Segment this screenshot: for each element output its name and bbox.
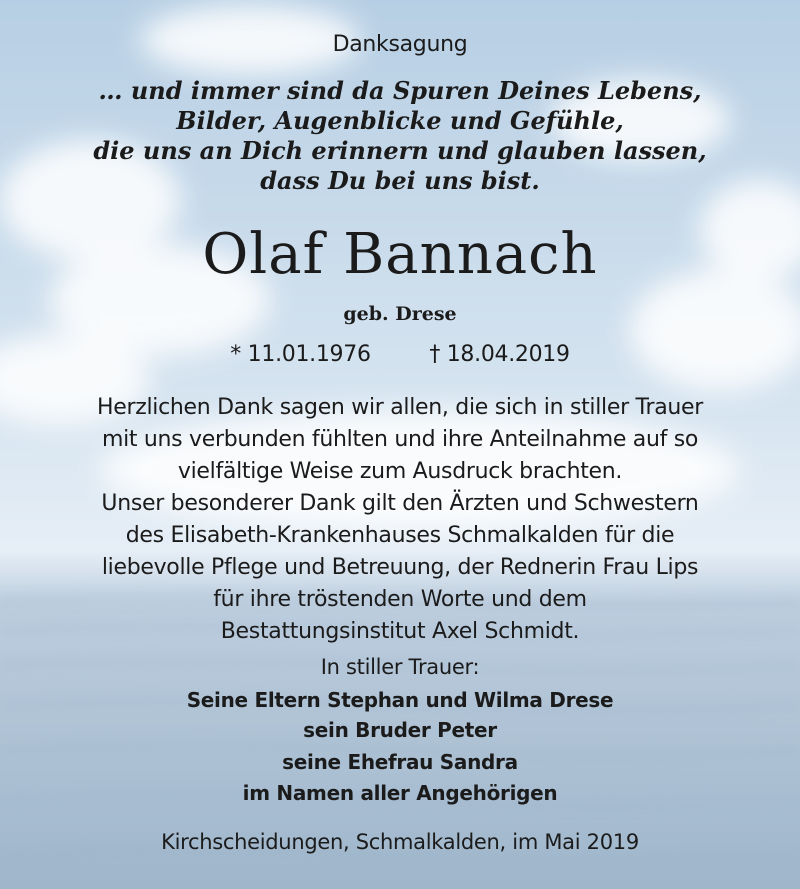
body-line: Unser besonderer Dank gilt den Ärzten und Schwestern: [101, 491, 699, 516]
birth-name: geb. Drese: [343, 303, 457, 325]
body-line: mit uns verbunden fühlten und ihre Anteilnahme auf so: [101, 427, 699, 452]
quote-line: … und immer sind da Spuren Deines Lebens,: [98, 76, 702, 105]
death-date: † 18.04.2019: [429, 342, 570, 367]
body-line: des Elisabeth-Krankenhauses Schmalkalden für die: [125, 523, 675, 548]
mourner-line: seine Ehefrau Sandra: [282, 750, 518, 774]
body-line: Bestattungsinstitut Axel Schmidt.: [220, 619, 580, 644]
quote-line: die uns an Dich erinnern und glauben lassen,: [93, 136, 707, 165]
deceased-name: Olaf Bannach: [202, 222, 598, 287]
quote-line: dass Du bei uns bist.: [260, 166, 540, 195]
mourner-line: Seine Eltern Stephan und Wilma Drese: [186, 688, 614, 712]
body-line: vielfältige Weise zum Ausdruck brachten.: [177, 459, 623, 484]
quote-line: Bilder, Augenblicke und Gefühle,: [176, 106, 624, 135]
birth-date: * 11.01.1976: [230, 342, 371, 367]
place-and-date: Kirchscheidungen, Schmalkalden, im Mai 2019: [161, 830, 639, 854]
mourner-line: im Namen aller Angehörigen: [242, 781, 558, 805]
life-dates: [0, 342, 800, 367]
body-line: Herzlichen Dank sagen wir allen, die sich in stiller Trauer: [96, 395, 703, 420]
mourner-line: sein Bruder Peter: [303, 718, 497, 742]
heading: Danksagung: [332, 32, 468, 57]
body-line: liebevolle Pflege und Betreuung, der Rednerin Frau Lips: [101, 555, 699, 580]
body-line: für ihre tröstenden Worte und dem: [213, 587, 587, 612]
mourning-intro: In stiller Trauer:: [320, 655, 480, 679]
